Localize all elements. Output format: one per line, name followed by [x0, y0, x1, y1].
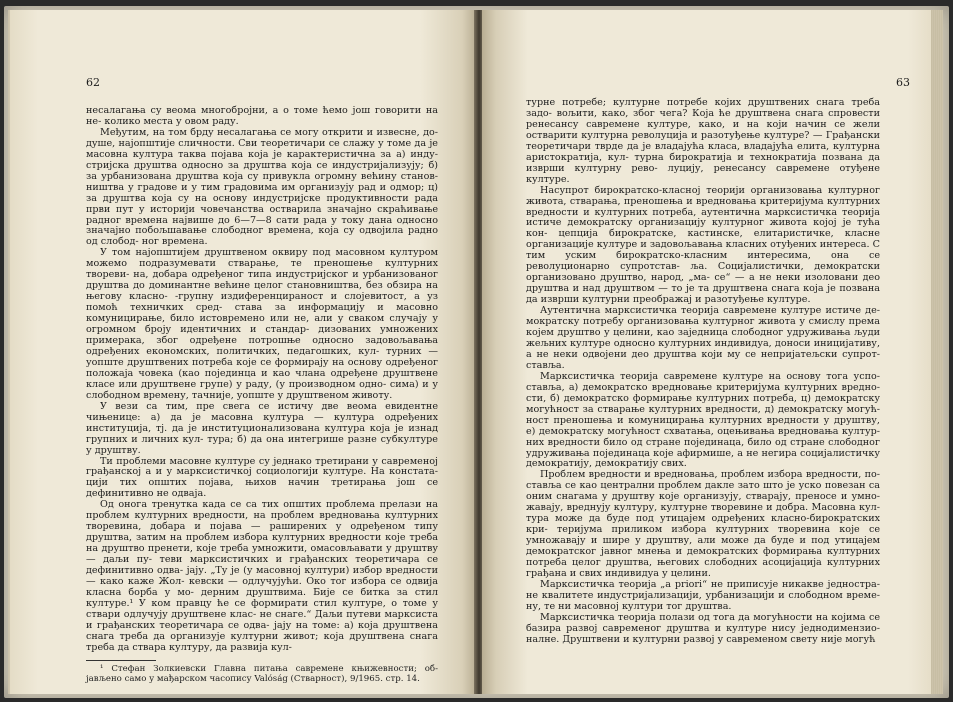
page-edges-right — [931, 10, 943, 694]
text-column — [86, 106, 438, 684]
text-column — [526, 98, 880, 646]
page-number: 62 — [86, 76, 100, 89]
paragraph: Марксистичка теорија полази од тога да могућности на којима се базира развој савременог друштва и културе нису једнодимензио- налне. Друштвени и културни развој у савременом свету није могућ — [526, 611, 880, 645]
paragraph: У вези са тим, пре свега се истичу две веома евидентне чињенице: а) да је масовна култура — култура одређених институција, тј. да је институционализована култура која је изнад групних и личних кул- тура; б) да она интегрише разне субкултуре у друштву. — [86, 400, 438, 456]
paragraph: турне потребе; културне потребе којих друштвених снага треба задо- вољити, како, због чега? Која ће друштвена снага спровести ренесансу савремене културе, како, и на који начин се жели остварити културна револуција и разотуђење културе? — Грађански теоретичари тврде да је владајућа класа, владајућа елита, културна аристократија, кул- турна бирократија и технократија позвана да изврши културну рево- луцију, ренесансу савремене отуђене културе. — [526, 97, 880, 185]
right-page — [482, 10, 940, 694]
paragraph: Проблем вредности и вредновања, проблем избора вредности, по- ставља се као централни проблем дакле зато што је уско повезан са оним снагама у друштву које организују, стварају, преносе и умно- жавају, вреднују културу, културне творевине и добра. Масовна кул- тура може да буде под утицајем одређених класно-бирократских кри- теријума приликом избора културних творевина које се умножавају и шире у друштву, али може да буде и под утицајем демократског јавног мнења и демократских формирања културних потреба целог друштва, његових слободних асоцијација културних грађана и свих индивидуа у целини. — [526, 469, 880, 579]
paragraph: Марксистичка теорија „а priori“ не приписује никакве једностра- не квалитете индустријализацији, урбанизацији и слободном време- ну, те ни масовној култури тог друштва. — [526, 578, 880, 612]
left-page — [10, 10, 476, 694]
paragraph: Међутим, на том брду несалагања се могу открити и извесне, до- душе, најопштије сличности. Сви теоретичари се слажу у томе да је масовна култура таква појава која је карактеристична за а) инду- стријска друштва односно за друштва која се индустријализују; б) за урбанизована друштва која су привукла огромну већину станов- ништва у градове и у тим градовима им организују рад и одмор; ц) за друштва која су на основу индустријске продуктивности рада први пут у историји човечанства остварила значајно скраћивање радног времена највише до 6—7—8 сати рада у току дана односно значајно побољшавање слободног времена, која су одвојила радно од слобод- ног времена. — [86, 126, 438, 248]
paragraph: несалагања су веома многобројни, а о томе ћемо још говорити на не- колико места у овом раду. — [86, 105, 438, 127]
paragraph: Ти проблеми масовне културе су једнако третирани у савременој грађанској а и у марксистичкој социологији културе. На констата- цији тих општих појава, њихов начин третирања још се дефинитивно не одваја. — [86, 455, 438, 500]
paragraph: Марксистичка теорија савремене културе на основу тога успо- ставља, а) демократско вредновање критеријума културних вредно- сти, б) демократско формирање културних потреба, ц) демократску могућност за стварање културних вредности, д) демократску могућ- ност преношења и комуницирања културних вредности у друштву, е) демократску могућност схватања, оцењивања вредновања култур- них вредности било од стране појединаца, било од стране слободног удруживања појединаца које афирмише, а не негира социјалистичку демократију, демократију свих. — [526, 370, 880, 470]
paragraph: У том најопштијем друштвеном оквиру под масовном културом можемо подразумевати стварање, те преношење културних твореви- на, добара одређеног типа индустријског и урбанизованог друштва до доминантне већине целог становништва, без обзира на његову класно- -групну издиференцираност и слојевитост, а уз помоћ техничких сред- става за информацију и масовно комуницирање, било истовремено или не, али у сваком случају у огромном броју идентичних и стандар- дизованих умножених примерака, због одређене потрошње односно задовољавања одређених економских, политичких, педагошких, кул- турних — уопште друштвених потреба које се формирају на основу одређеног положаја човека (као појединца и као члана одређене друштвене класе или друштвене групе) у раду, (у производном одно- сима) и у слободном времену, тачније, уопште у друштвеном животу. — [86, 247, 438, 401]
page-number: 63 — [896, 76, 910, 89]
open-book — [4, 6, 949, 698]
footnote-rule — [86, 660, 156, 661]
paragraph: Насупрот бирократско-класној теорији организовања културног живота, стварања, преношења и вредновања критеријума културних вредности и културних потреба, аутентична марксистичка теорија истиче демократску организацију културног живота којој је тућа кон- цепција бирократске, кастинске, елитаристичке, класне организације културе и задовољавања класних отуђених интереса. С тим уским бирократско-класним интересима, она се револуционарно супротстав- ља. Социјалистички, демократски организовано друштво, народ, „ма- се“ — а не неки изоловани део друштва и над друштвом — то је та друштвена снага која је позвана да изврши културни преображај и разотуђење културе. — [526, 184, 880, 306]
paragraph: Аутентична марксистичка теорија савремене културе истиче де- мократску потребу организовања културног живота у смислу према којем друштво у целини, као заједница слободног удруживања људи жељних културе односно културних индивидуа, доноси иницијативу, а не неки одвојени део друштва који му се непријатељски супрот- ставља. — [526, 305, 880, 371]
footnote: ¹ Стефан Золкиевски Главна питања савремене књижевности; об- јављено само у мађарском часопису Valóság (Стварност), 9/1965. стр. 14. — [86, 663, 438, 684]
paragraph: Од онога тренутка када се са тих општих проблема прелази на проблем културних вредности, на проблем вредновања културних творевина, добара и појава — раширених у одређеном типу друштва, затим на проблем избора културних вредности које треба на друштво пренети, које треба умножити, омасовљавати у друштву — даљи пу- теви марксистичких и грађанских теоретичара се дефинитивно одва- јају. „Ту је (у масовној култури) избор вредности — како каже Жол- кевски — одлучујући. Око тог избора се одвија класна борба у мо- дерним друштвима. Бије се битка за стил културе.¹ У ком правцу ће се формирати стил културе, о томе у ствари одлучују друштвене клас- не снаге.“ Даљи путеви марксиста и грађанских теоретичара се одва- јају на томе: а) која друштвена снага треба да организује културни живот; која друштвена снага треба да ствара културу, да развија кул- — [86, 499, 438, 653]
